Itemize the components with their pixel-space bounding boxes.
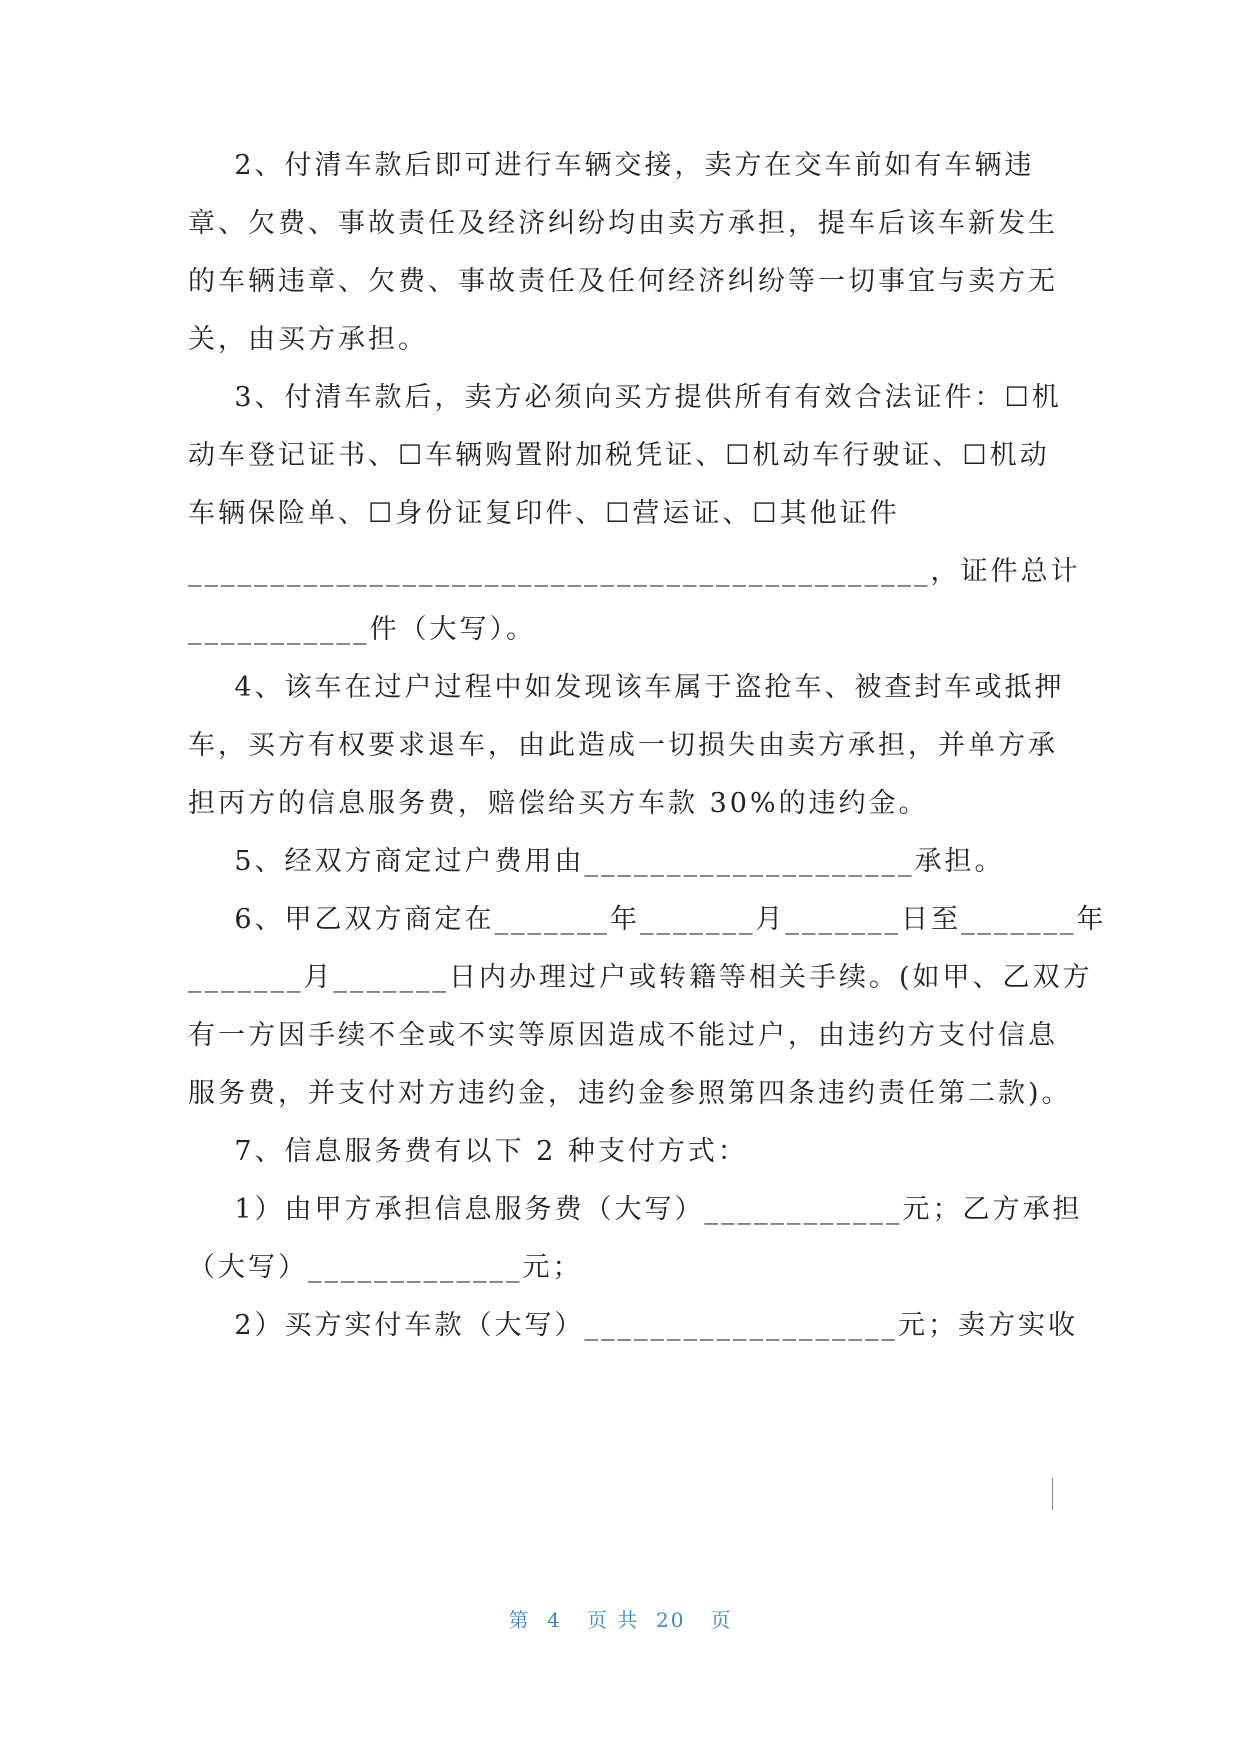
text-line: 7、信息服务费有以下 2 种支付方式： [188,1136,748,1167]
text-line: _______月_______日内办理过户或转籍等相关手续。(如甲、乙双方 [188,962,1093,993]
text-line: 章、欠费、事故责任及经济纠纷均由卖方承担，提车后该车新发生 [188,208,1058,239]
text-line: （大写）_____________元； [188,1252,583,1283]
text-line: 的车辆违章、欠费、事故责任及任何经济纠纷等一切事宜与卖方无 [188,266,1058,297]
text-line: 动车登记证书、☐车辆购置附加税凭证、☐机动车行驶证、☐机动 [188,440,1050,471]
text-line: 担丙方的信息服务费，赔偿给买方车款 30%的违约金。 [188,788,929,819]
text-line: 6、甲乙双方商定在_______年_______月_______日至_______年 [188,904,1107,935]
text-line: _____________________________________________，证件总计 [188,556,1081,587]
text-line: 5、经双方商定过户费用由____________________承担。 [188,846,1005,877]
text-line: ___________件（大写）。 [188,614,536,645]
text-line: 服务费，并支付对方违约金，违约金参照第四条违约责任第二款)。 [188,1078,1072,1109]
text-line: 3、付清车款后，卖方必须向买方提供所有有效合法证件：☐机 [188,382,1062,413]
text-cursor [1052,1478,1053,1510]
text-line: 车，买方有权要求退车，由此造成一切损失由卖方承担，并单方承 [188,730,1058,761]
text-line: 2、付清车款后即可进行车辆交接，卖方在交车前如有车辆违 [188,150,1035,181]
text-line: 车辆保险单、☐身份证复印件、☐营运证、☐其他证件 [188,498,900,529]
text-line: 关，由买方承担。 [188,324,428,355]
text-line: 4、该车在过户过程中如发现该车属于盗抢车、被查封车或抵押 [188,672,1065,703]
text-line: 有一方因手续不全或不实等原因造成不能过户，由违约方支付信息 [188,1020,1058,1051]
page-footer: 第 4 页 共 20 页 [508,1608,733,1632]
text-line: 1）由甲方承担信息服务费（大写）____________元；乙方承担 [188,1194,1083,1225]
text-line: 2）买方实付车款（大写）___________________元；卖方实收 [188,1310,1079,1341]
